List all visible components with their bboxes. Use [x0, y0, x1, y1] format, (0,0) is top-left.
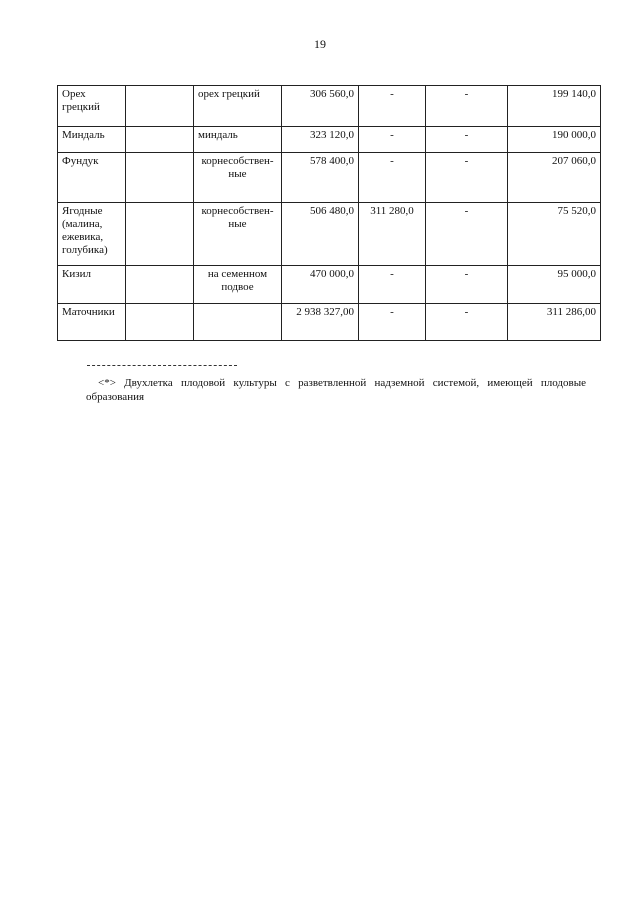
value-cell: 506 480,0: [282, 203, 359, 266]
value-cell: -: [359, 127, 426, 153]
crop-name-cell: Миндаль: [58, 127, 126, 153]
table-row: [58, 304, 601, 341]
value-cell: -: [359, 266, 426, 304]
value-cell: 190 000,0: [508, 127, 601, 153]
value-cell: 95 000,0: [508, 266, 601, 304]
blank-cell: [126, 304, 194, 341]
blank-cell: [126, 86, 194, 127]
value-cell: -: [426, 86, 508, 127]
value-cell: -: [426, 266, 508, 304]
value-cell: -: [426, 304, 508, 341]
variety-cell: корнесобствен- ные: [194, 153, 282, 203]
value-cell: 323 120,0: [282, 127, 359, 153]
value-cell: -: [426, 153, 508, 203]
value-cell: -: [426, 203, 508, 266]
blank-cell: [126, 266, 194, 304]
variety-cell: корнесобствен- ные: [194, 203, 282, 266]
table-row: [58, 153, 601, 203]
table-row: [58, 266, 601, 304]
table-row: [58, 86, 601, 127]
variety-cell: [194, 304, 282, 341]
blank-cell: [126, 203, 194, 266]
page-number: 19: [314, 37, 326, 51]
value-cell: 311 280,0: [359, 203, 426, 266]
price-table: [57, 85, 601, 341]
value-cell: 470 000,0: [282, 266, 359, 304]
crop-name-cell: Маточники: [58, 304, 126, 341]
value-cell: 199 140,0: [508, 86, 601, 127]
value-cell: 2 938 327,00: [282, 304, 359, 341]
value-cell: 578 400,0: [282, 153, 359, 203]
table-row: [58, 203, 601, 266]
crop-name-cell: Кизил: [58, 266, 126, 304]
value-cell: -: [359, 86, 426, 127]
footnote-divider: [87, 365, 237, 366]
blank-cell: [126, 127, 194, 153]
crop-name-cell: Фундук: [58, 153, 126, 203]
footnote: <*> Двухлетка плодовой культуры с разветвленной надземной системой, имеющей плодовые образования: [86, 377, 586, 403]
variety-cell: на семенном подвое: [194, 266, 282, 304]
table-body: [58, 86, 601, 341]
variety-cell: миндаль: [194, 127, 282, 153]
value-cell: 75 520,0: [508, 203, 601, 266]
crop-name-cell: Орех грецкий: [58, 86, 126, 127]
value-cell: 306 560,0: [282, 86, 359, 127]
value-cell: -: [359, 153, 426, 203]
blank-cell: [126, 153, 194, 203]
table-row: [58, 127, 601, 153]
crop-name-cell: Ягодные (малина, ежевика, голубика): [58, 203, 126, 266]
value-cell: -: [359, 304, 426, 341]
variety-cell: орех грецкий: [194, 86, 282, 127]
value-cell: -: [426, 127, 508, 153]
value-cell: 207 060,0: [508, 153, 601, 203]
value-cell: 311 286,00: [508, 304, 601, 341]
